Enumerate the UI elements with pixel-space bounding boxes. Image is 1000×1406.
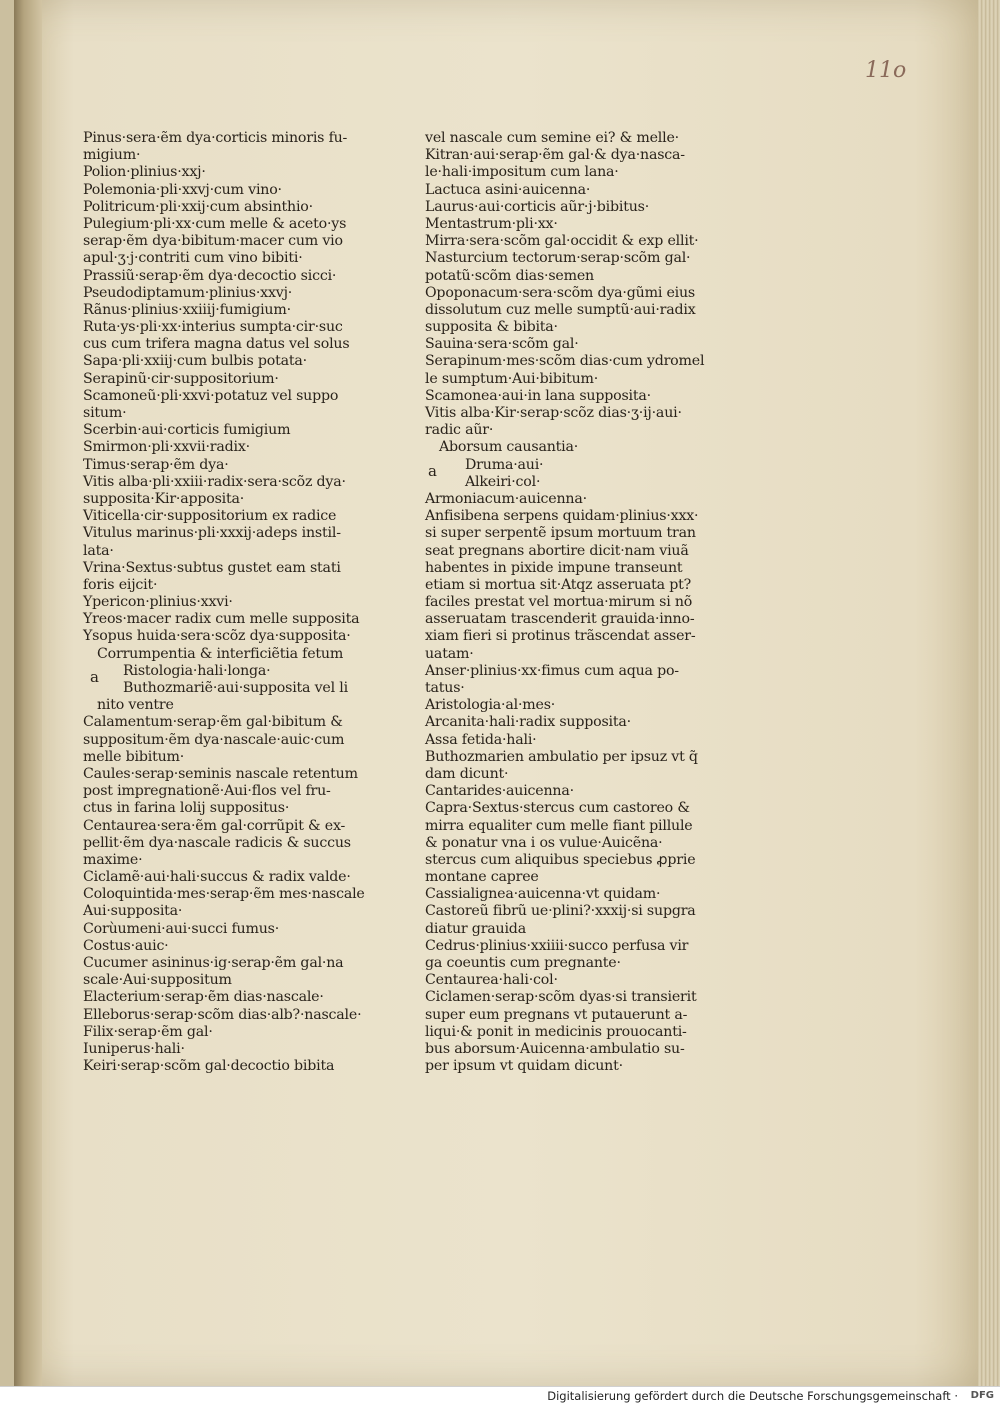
- text-line: Cantarides·auicenna·: [425, 783, 574, 800]
- text-line: Filix·serap·ẽm gal·: [83, 1023, 213, 1040]
- right-text-column: [425, 130, 715, 1075]
- text-line: diatur grauida: [425, 920, 526, 937]
- text-line: Serapinũ·cir·suppositorium·: [83, 370, 279, 387]
- folio-number: 11o: [865, 58, 907, 83]
- text-line: Scerbin·aui·corticis fumigium: [83, 422, 291, 439]
- text-line: Sauina·sera·scõm gal·: [425, 336, 579, 353]
- footer-credit: Digitalisierung gefördert durch die Deutsche Forschungsgemeinschaft ·: [547, 1389, 958, 1403]
- text-line: Vitis alba·pli·xxiii·radix·sera·scõz dya·: [83, 473, 346, 490]
- text-line: Lactuca asini·auicenna·: [425, 181, 591, 198]
- text-line: post impregnationẽ·Aui·flos vel fru-: [83, 783, 331, 800]
- text-line: Capra·Sextus·stercus cum castoreo &: [425, 800, 690, 817]
- text-line: Polemonia·pli·xxvj·cum vino·: [83, 181, 282, 198]
- text-line: per ipsum vt quidam dicunt·: [425, 1058, 623, 1075]
- text-line: Pulegium·pli·xx·cum melle & aceto·ys: [83, 215, 347, 232]
- text-line: super eum pregnans vt putauerunt a-: [425, 1006, 688, 1023]
- text-line: Keiri·serap·scõm gal·decoctio bibita: [83, 1058, 335, 1075]
- text-line: Arcanita·hali·radix supposita·: [425, 714, 631, 731]
- text-line: Aui·supposita·: [83, 903, 183, 920]
- text-line: apul·ʒ·j·contriti cum vino bibiti·: [83, 250, 303, 267]
- text-line: lata·: [83, 542, 114, 559]
- text-line: foris eijcit·: [83, 576, 158, 593]
- page-stack-edge: [978, 0, 1000, 1386]
- text-line: Mentastrum·pli·xx·: [425, 215, 558, 232]
- text-line: faciles prestat vel mortua·mirum si nõ: [425, 594, 693, 611]
- text-line: serap·ẽm dya·bibitum·macer cum vio: [83, 233, 343, 250]
- text-line: Cassialignea·auicenna·vt quidam·: [425, 886, 661, 903]
- text-line: Buthozmarien ambulatio per ipsuz vt q̃: [425, 748, 698, 765]
- text-line: Costus·auic·: [83, 937, 169, 954]
- text-line: si super serpentẽ ipsum mortuum tran: [425, 525, 696, 542]
- text-line: Opoponacum·sera·scõm dya·gũmi eius: [425, 284, 696, 301]
- text-line: pellit·ẽm dya·nascale radicis & succus: [83, 834, 351, 851]
- text-line: tatus·: [425, 680, 465, 696]
- text-line: Politricum·pli·xxij·cum absinthio·: [83, 198, 313, 215]
- text-line: supposita·Kir·apposita·: [83, 490, 245, 507]
- text-line: asseruatam trascenderit grauida·inno-: [425, 611, 695, 628]
- text-line: Vrina·Sextus·subtus gustet eam stati: [83, 559, 341, 576]
- text-line: Corrumpentia & interficiẽtia fetum: [97, 645, 344, 662]
- text-line: montane capree: [425, 869, 539, 886]
- text-line: stercus cum aliquibus speciebus ꝓprie: [425, 851, 696, 868]
- text-line: melle bibitum·: [83, 748, 185, 765]
- text-line: Polion·plinius·xxj·: [83, 164, 206, 181]
- page-gutter-shadow: [14, 0, 42, 1386]
- text-line: mirra equaliter cum melle fiant pillule: [425, 817, 693, 834]
- text-line: migium·: [83, 147, 141, 164]
- text-line: Serapinum·mes·scõm dias·cum ydromel: [425, 353, 705, 370]
- text-line: Cedrus·plinius·xxiiii·succo perfusa vir: [425, 937, 689, 954]
- text-line: ctus in farina lolij suppositus·: [83, 800, 290, 817]
- text-line: Pinus·sera·ẽm dya·corticis minoris fu-: [83, 130, 348, 146]
- text-line: Vitulus marinus·pli·xxxij·adeps instil-: [83, 525, 341, 542]
- text-line: liqui·& ponit in medicinis prouocanti-: [425, 1023, 687, 1040]
- text-line: Anser·plinius·xx·fimus cum aqua po-: [425, 662, 679, 679]
- text-line: Aristologia·al·mes·: [425, 697, 556, 714]
- text-line: Caules·serap·seminis nascale retentum: [83, 765, 358, 782]
- text-line: Prassiũ·serap·ẽm dya·decoctio sicci·: [83, 267, 337, 284]
- text-line: Cucumer asininus·ig·serap·ẽm gal·na: [83, 955, 344, 971]
- text-line: Anfisibena serpens quidam·plinius·xxx·: [425, 508, 699, 525]
- left-text-column: [83, 130, 383, 1075]
- text-line: Druma·aui·: [465, 456, 544, 473]
- text-line: Viticella·cir·suppositorium ex radice: [83, 508, 337, 525]
- text-line: le sumptum·Aui·bibitum·: [425, 370, 599, 387]
- text-line: Centaurea·hali·col·: [425, 972, 558, 989]
- text-line: dissolutum cuz melle sumptũ·aui·radix: [425, 301, 696, 318]
- text-line: Ciclamen·serap·scõm dyas·si transierit: [425, 989, 697, 1006]
- text-line: Armoniacum·auicenna·: [425, 490, 587, 507]
- text-line: Laurus·aui·corticis aũr·j·bibitus·: [425, 198, 650, 215]
- text-line: scale·Aui·suppositum: [83, 972, 232, 989]
- text-line: Timus·serap·ẽm dya·: [83, 456, 229, 473]
- text-line: Iuniperus·hali·: [83, 1040, 185, 1057]
- text-line: Elleborus·serap·scõm dias·alb?·nascale·: [83, 1006, 362, 1023]
- section-marker-left: a: [90, 668, 99, 686]
- text-line: xiam fieri si protinus trãscendat asser-: [425, 628, 696, 645]
- dfg-logo: DFG: [970, 1390, 994, 1401]
- text-line: Elacterium·serap·ẽm dias·nascale·: [83, 989, 324, 1006]
- text-line: Ruta·ys·pli·xx·interius sumpta·cir·suc: [83, 319, 343, 336]
- text-line: Centaurea·sera·ẽm gal·corrũpit & ex-: [83, 817, 346, 834]
- text-line: Ristologia·hali·longa·: [123, 662, 271, 679]
- text-line: suppositum·ẽm dya·nascale·auic·cum: [83, 731, 345, 748]
- text-line: dam dicunt·: [425, 765, 509, 782]
- text-line: Yreos·macer radix cum melle supposita: [83, 611, 360, 628]
- text-line: Nasturcium tectorum·serap·scõm gal·: [425, 250, 691, 267]
- text-line: Corùumeni·aui·succi fumus·: [83, 920, 280, 937]
- text-line: Mirra·sera·scõm gal·occidit & exp ellit·: [425, 233, 699, 250]
- text-line: Aborsum causantia·: [439, 439, 579, 456]
- text-line: maxime·: [83, 851, 143, 868]
- text-line: nito ventre: [97, 697, 174, 714]
- text-line: Rãnus·plinius·xxiiij·fumigium·: [83, 301, 291, 318]
- text-line: Alkeiri·col·: [465, 473, 541, 490]
- text-line: Ypericon·plinius·xxvi·: [83, 594, 233, 611]
- text-line: Sapa·pli·xxiij·cum bulbis potata·: [83, 353, 307, 370]
- text-line: vel nascale cum semine ei? & melle·: [425, 130, 679, 146]
- text-line: uatam·: [425, 645, 474, 662]
- text-line: le·hali·impositum cum lana·: [425, 164, 619, 181]
- text-line: habentes in pixide impune transeunt: [425, 559, 683, 576]
- text-line: Castoreũ fibrũ ue·plini?·xxxij·si supgra: [425, 903, 696, 920]
- text-line: Scamonea·aui·in lana supposita·: [425, 387, 651, 404]
- text-line: situm·: [83, 405, 127, 421]
- text-line: Scamoneũ·pli·xxvi·potatuz vel suppo: [83, 387, 339, 404]
- text-line: supposita & bibita·: [425, 319, 558, 336]
- text-line: ga coeuntis cum pregnante·: [425, 955, 621, 971]
- text-line: Ciclamẽ·aui·hali·succus & radix valde·: [83, 869, 351, 886]
- text-line: & ponatur vna i os vulue·Auicẽna·: [425, 834, 663, 851]
- text-line: seat pregnans abortire dicit·nam viuã: [425, 542, 689, 559]
- text-line: Vitis alba·Kir·serap·scõz dias·ʒ·ij·aui·: [425, 405, 682, 421]
- text-line: Kitran·aui·serap·ẽm gal·& dya·nasca-: [425, 147, 685, 164]
- text-line: Ysopus huida·sera·scõz dya·supposita·: [83, 628, 351, 645]
- text-line: Pseudodiptamum·plinius·xxvj·: [83, 284, 293, 301]
- text-line: Calamentum·serap·ẽm gal·bibitum &: [83, 714, 343, 731]
- text-line: bus aborsum·Auicenna·ambulatio su-: [425, 1040, 685, 1057]
- text-line: radic aũr·: [425, 422, 494, 439]
- text-line: Smirmon·pli·xxvii·radix·: [83, 439, 250, 456]
- section-marker-right: a: [428, 462, 437, 480]
- text-line: Assa fetida·hali·: [425, 731, 537, 748]
- text-line: potatũ·scõm dias·semen: [425, 267, 594, 284]
- footer-bar: [0, 1386, 1000, 1406]
- text-line: Coloquintida·mes·serap·ẽm mes·nascale: [83, 886, 365, 903]
- text-line: cus cum trifera magna datus vel solus: [83, 336, 350, 353]
- text-line: etiam si mortua sit·Atqz asseruata pt?: [425, 576, 692, 593]
- text-line: Buthozmariẽ·aui·supposita vel li: [123, 680, 348, 696]
